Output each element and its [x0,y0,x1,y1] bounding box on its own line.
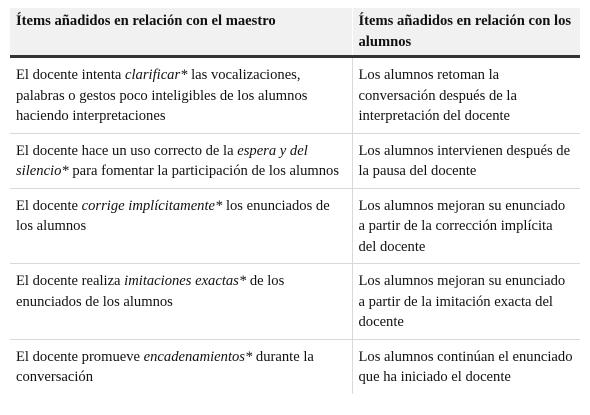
table-row [10,264,580,340]
items-table-container [10,8,580,394]
teacher-item-text: durante la conversación [16,348,314,385]
teacher-item-term: espera y del silencio* [16,142,308,179]
teacher-item-text: El docente [16,197,82,214]
student-item-cell: Los alumnos mejoran su enunciado a partir de la corrección implícita del docente [352,188,580,264]
teacher-item-text: El docente promueve [16,348,144,365]
teacher-item-cell [10,264,352,340]
header-student-items: Ítems añadidos en relación con los alumnos [352,8,580,57]
teacher-item-term: corrige implícitamente* [81,197,223,214]
teacher-item-text: para fomentar la participación de los alumnos [68,163,339,179]
teacher-item-cell [10,133,352,188]
teacher-item-cell [10,339,352,394]
teacher-item-cell [10,57,352,134]
teacher-item-cell [10,188,352,264]
header-row [10,8,580,57]
teacher-item-text: El docente realiza [16,273,125,289]
teacher-item-text: El docente hace un uso correcto de la [16,142,238,159]
teacher-item-text: El docente intenta [16,67,126,83]
teacher-item-term: encadenamientos* [143,348,253,365]
table-row [10,188,580,264]
teacher-item-term: clarificar* [125,67,188,83]
table-row [10,339,580,394]
student-item-cell: Los alumnos intervienen después de la pausa del docente [352,133,580,188]
teacher-item-text: las vocalizaciones, palabras o gestos poco inteligibles de los alumnos haciendo interpretaciones [16,67,308,124]
table-row [10,133,580,188]
header-teacher-items: Ítems añadidos en relación con el maestro [10,8,352,57]
student-item-cell: Los alumnos continúan el enunciado que ha iniciado el docente [352,339,580,394]
teacher-item-text: los enunciados de los alumnos [16,197,330,234]
teacher-item-term: imitaciones exactas* [124,273,247,289]
table-header [10,8,580,57]
items-table [10,8,580,394]
student-item-cell: Los alumnos retoman la conversación después de la interpretación del docente [352,57,580,134]
teacher-item-text: de los enunciados de los alumnos [16,273,285,310]
student-item-cell: Los alumnos mejoran su enunciado a partir de la imitación exacta del docente [352,264,580,340]
table-body [10,57,580,394]
table-row [10,57,580,134]
